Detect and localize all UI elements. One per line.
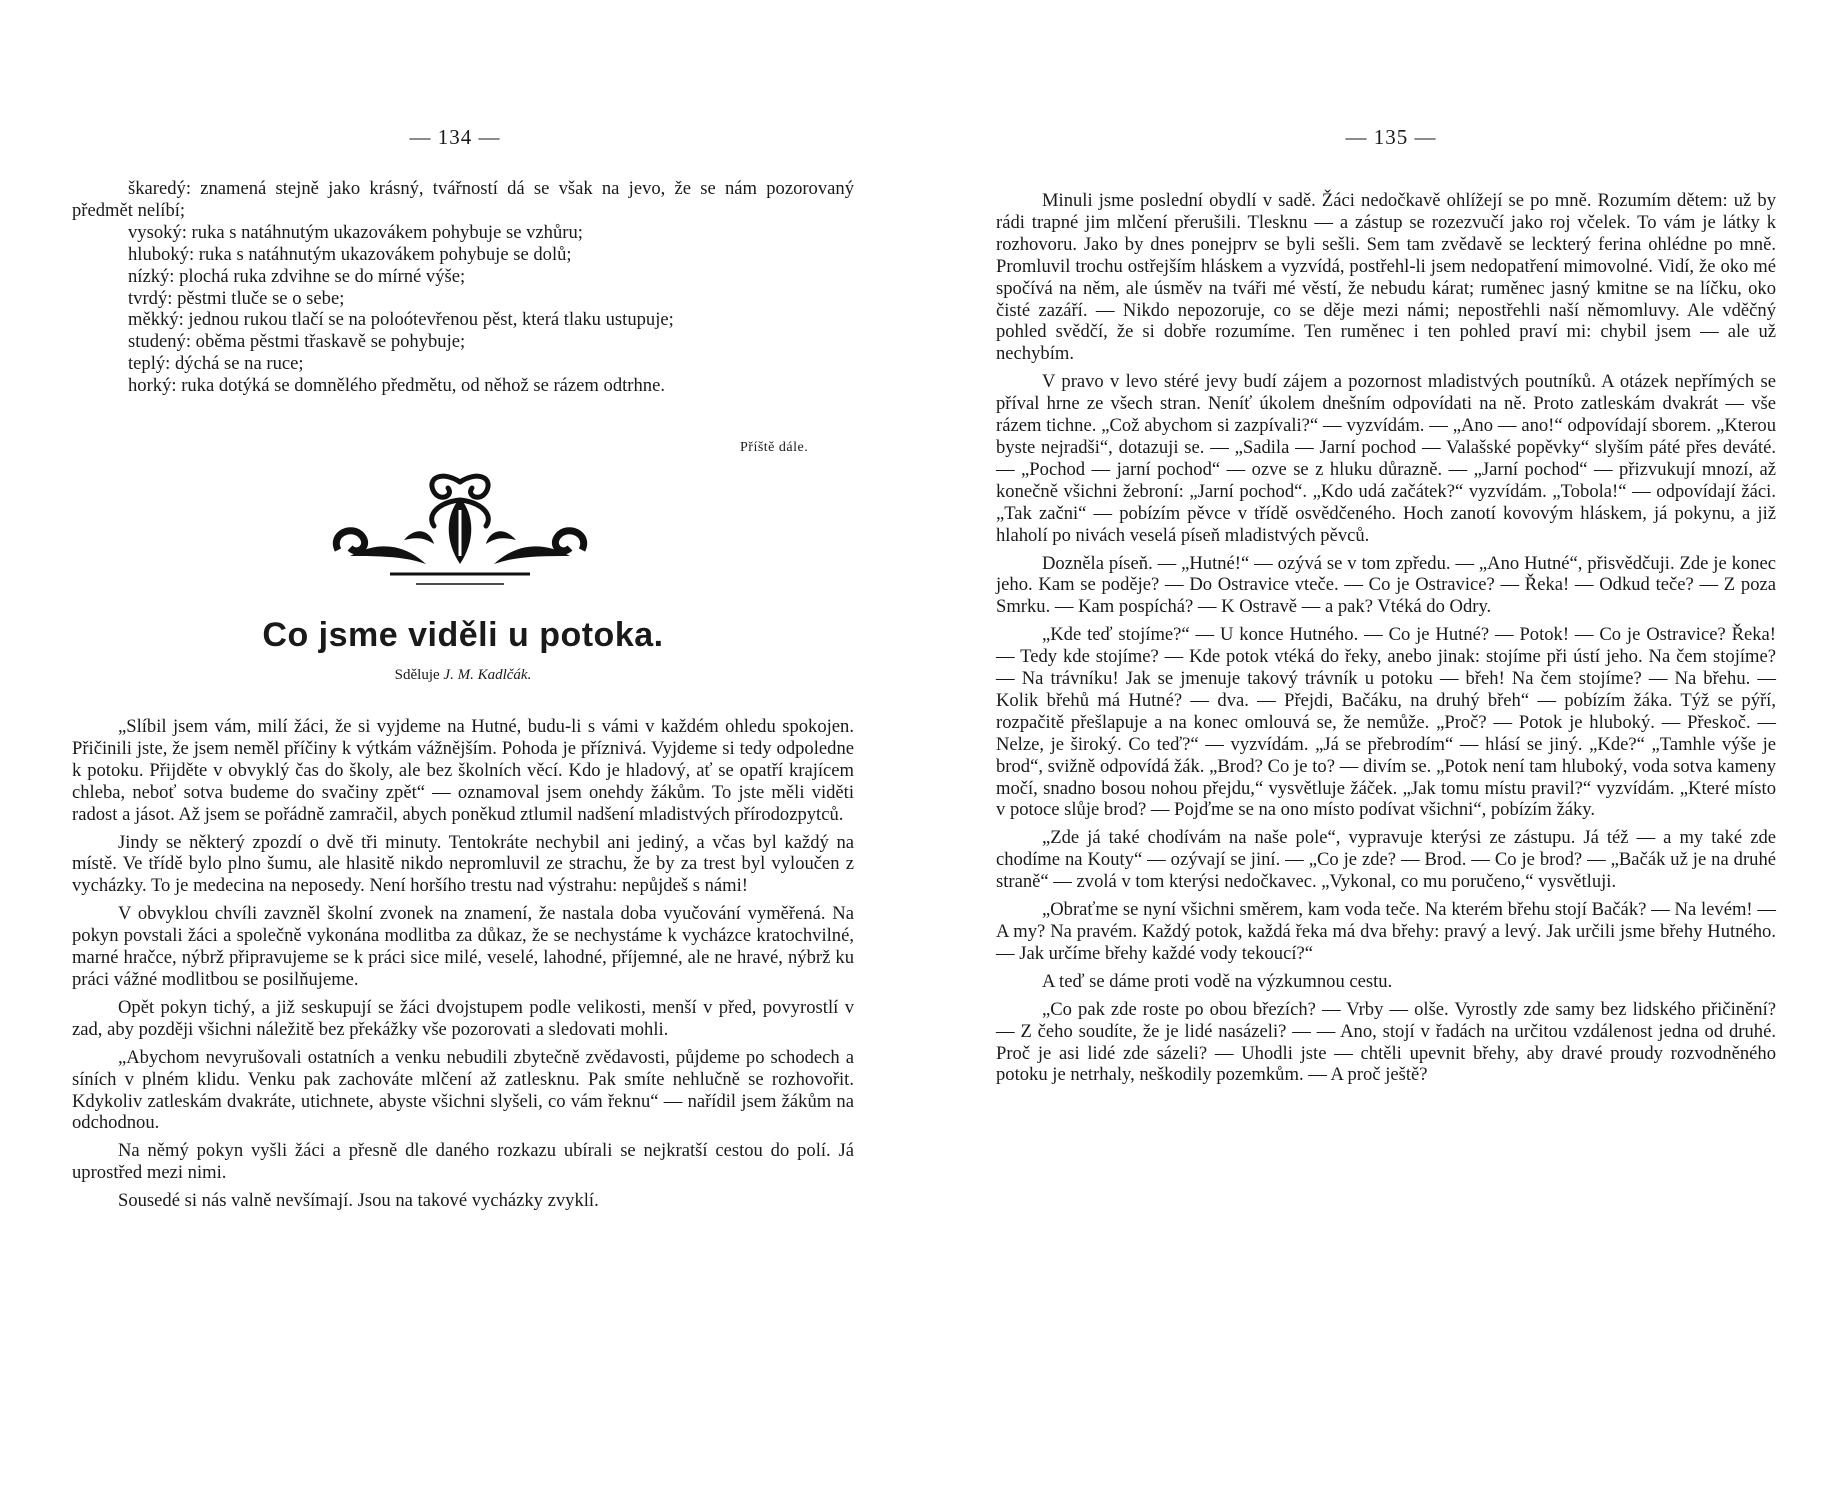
paragraph: „Co pak zde roste po obou březích? — Vrby — olše. Vyrostly zde samy bez lidského přičinění? — Z čeho soudíte, že je lidé nasázeli? — — Ano, stojí v řadách na určitou vzdálenost jedna od druhé. Proč je asi lidé zde sázeli? — Uhodli jste — chtěli upevnit břehy, aby dravé proudy rozvodněného potoku je netrhaly, neškodily pozemkům. — A proč ještě? bbox=[996, 998, 1776, 1086]
paragraph: Minuli jsme poslední obydlí v sadě. Žáci nedočkavě ohlížejí se po mně. Rozumím dětem: už by rádi trapné jim mlčení přerušili. Tlesknu — a zástup se rozezvučí jako roj včelek. To vám je látky k rozhovoru. Jako by dnes ponejprv se byli sešli. Sem tam zvědavě se leckterý ferina ohlédne po mně. Promluvil trochu ostřejším hláskem a vyzvídá, postřehl-li jsem nedopatření mimovolné. Vidí, že oko mé spočívá na něm, ale úsměv na tváři mé věstí, že nebudu kárat; ruměnec jasný kmitne se na líčku, oko čisté zazáří. — Nikdo nepozoruje, co se děje mezi námi; nepostřehli naší němomluvy. Ale vděčný pohled svědčí, že si dobře rozumíme. Ten ruměnec i ten pohled praví mi: chybil jsem — ale už nechybím. bbox=[996, 190, 1776, 365]
article-body-right bbox=[996, 190, 1776, 1092]
article-body-left bbox=[72, 716, 854, 1218]
paragraph: „Abychom nevyrušovali ostatních a venku nebudili zbytečně zvědavosti, půjdeme po schodech a síních v plném klidu. Venku pak zachováte mlčení až zatlesknu. Pak smíte nehlučně se rozhovořit. Kdykoliv zatleskám dvakráte, utichnete, abyste všichni slyšeli, co vám řeknu“ — nařídil jsem žákům na odchodnou. bbox=[72, 1046, 854, 1134]
byline-prefix: Sděluje bbox=[394, 667, 440, 683]
article-title: Co jsme viděli u potoka. bbox=[262, 616, 664, 654]
paragraph: Na němý pokyn vyšli žáci a přesně dle daného rozkazu ubírali se nejkratší cestou do polí. Já uprostřed mezi nimi. bbox=[72, 1140, 854, 1184]
definition-item: nízký: plochá ruka zdvihne se do mírné výše; bbox=[128, 265, 466, 287]
definition-item: škaredý: znamená stejně jako krásný, tvářností dá se však na jevo, že se nám pozorovaný předmět nelíbí; bbox=[72, 178, 854, 221]
paragraph: V obvyklou chvíli zavzněl školní zvonek na znamení, že nastala doba vyučování vyměřená. Na pokyn povstali žáci a společně vykonána modlitba za důkaz, že se nechystáme k vycházce kratochvilné, marné hračce, nýbrž připravujeme se k práci sice milé, veselé, lahodné, příjemné, ale ne hravé, nýbrž ku práci vážné modlitbou se posilňujeme. bbox=[72, 903, 854, 990]
paragraph: „Slíbil jsem vám, milí žáci, že si vyjdeme na Hutné, budu-li s vámi v každém ohledu spokojen. Přičinili jste, že jsem neměl příčiny k výtkám vážnějším. Pohoda je příznivá. Vyjdeme si tedy odpoledne k potoku. Přijděte v obvyklý čas do školy, ale bez školních věcí. Kdo je hladový, ať se opatří krajícem chleba, neboť sotva budeme do svačiny zpět“ — oznamoval jsem onehdy žákům. To jste měli viděti radost a jásot. Až jsem se pořádně zamračil, abych poněkud ztlumil nadšení mladistvých přírodozpytců. bbox=[72, 716, 854, 825]
page-number-right: — 135 — bbox=[1345, 125, 1437, 149]
definition-item: vysoký: ruka s natáhnutým ukazovákem pohybuje se vzhůru; bbox=[128, 221, 583, 243]
definition-item: horký: ruka dotýká se domnělého předmětu, od něhož se rázem odtrhne. bbox=[128, 375, 665, 397]
paragraph: Dozněla píseň. — „Hutné!“ — ozývá se v tom zpředu. — „Ano Hutné“, přisvědčuji. Zde je konec jeho. Kam se poděje? — Do Ostravice vteče. — Co je Ostravice? — Řeka! — Odkud teče? — Z poza Smrku. — Kam pospíchá? — K Ostravě — a pak? Vtéká do Odry. bbox=[996, 552, 1776, 618]
definitions-list bbox=[72, 178, 854, 397]
floral-ornament-icon bbox=[330, 470, 590, 590]
paragraph: V pravo v levo stéré jevy budí zájem a pozornost mladistvých poutníků. A otázek nepřímých se příval hrne ze všech stran. Neníť úkolem dnešním odpovídati na ně. Proto zatleskám dvakrát — vše rázem tichne. „Což abychom si zazpívali?“ — vyzvídám. — „Ano — ano!“ odpovídají sborem. „Kterou byste nejradši“, dotazuji se. — „Sadila — Jarní pochod — Valašské popěvky“ slyším páté přes deváté. — „Pochod — jarní pochod“ — ozve se z hluku důrazně. — „Jarní pochod“ — přizvukují mnozí, až konečně všichni žebroní: „Jarní pochod“. „Kdo udá začátek?“ vyzvídám. „Tobola!“ — odpovídají žáci. „Tak začni“ — pobízím pěvce v třídě osvědčeného. Hoch zanotí kovovým hláskem, já pokynu, a již hlaholí po nivách veselá píseň mladistvých pěvců. bbox=[996, 371, 1776, 546]
paragraph: Jindy se některý zpozdí o dvě tři minuty. Tentokráte nechybil ani jediný, a včas byl každý na místě. Ve třídě bylo plno šumu, ale hlasitě nikdo nepromluvil ze strachu, že by za trest byl vyloučen z vycházky. To je medecina na neposedy. Není horšího trestu nad výstrahu: nepůjdeš s námi! bbox=[72, 831, 854, 897]
paragraph: Sousedé si nás valně nevšímají. Jsou na takové vycházky zvyklí. bbox=[118, 1190, 599, 1212]
paragraph: „Zde já také chodívám na naše pole“, vypravuje kterýsi ze zástupu. Já též — a my také zde chodíme na Kouty“ — ozývají se jiní. — „Co je zde? — Brod. — Co je brod? — „Bačák už je na druhé straně“ — zvolá v tom kterýsi nedočkavec. „Vykonal, co mu poručeno,“ vysvětluji. bbox=[996, 827, 1776, 893]
definition-item: teplý: dýchá se na ruce; bbox=[128, 353, 304, 375]
byline-author: J. M. Kadlčák. bbox=[443, 667, 532, 683]
definition-item: studený: oběma pěstmi třaskavě se pohybuje; bbox=[128, 331, 466, 353]
paragraph: A teď se dáme proti vodě na výzkumnou cestu. bbox=[1042, 970, 1393, 992]
definition-item: měkký: jednou rukou tlačí se na poloótevřenou pěst, která tlaku ustupuje; bbox=[128, 309, 674, 331]
paragraph: „Kde teď stojíme?“ — U konce Hutného. — Co je Hutné? — Potok! — Co je Ostravice? Řeka! — Tedy kde stojíme? — Kde potok vtéká do řeky, anebo jinak: stojíme při ústí jeho. Na čem stojíme? — Na trávníku! Jak se jmenuje takový trávník u potoku — břeh! Na čem stojíme? — Na břehu. — Kolik břehů má Hutné? — dva. — Přejdi, Bačáku, na druhý břeh“ — pobízím žáka. Týž se pýří, rozpačitě přešlapuje a na konec omlouvá se, že nemůže. „Proč? — Potok je hluboký. — Přeskoč. — Nelze, je široký. Co teď?“ — vyzvídám. „Já se přebrodím“ — hlásí se jiný. „Kde?“ „Tamhle výše je brod“, svižně odpovídá žák. „Brod? Co je to? — divím se. „Potok není tam hluboký, voda sotva kameny močí, snadno bosou nohou přejdu,“ vysvětluje žáček. „Jak tomu místu pravil?“ vyzvídám. „Které místo v potoce slůje brod? — Pojďme se na ono místo podívat všichni“, pobízím žáky. bbox=[996, 624, 1776, 821]
definition-item: hluboký: ruka s natáhnutým ukazovákem pohybuje se dolů; bbox=[128, 243, 572, 265]
paragraph: Opět pokyn tichý, a již seskupují se žáci dvojstupem podle velikosti, menší v před, povyrostlí v zad, aby později všichni náležitě bez překážky vše pozorovati a sledovati mohli. bbox=[72, 996, 854, 1040]
definition-item: tvrdý: pěstmi tluče se o sebe; bbox=[128, 287, 345, 309]
byline bbox=[72, 667, 854, 684]
page-number-left: — 134 — bbox=[409, 125, 501, 149]
paragraph: „Obraťme se nyní všichni směrem, kam voda teče. Na kterém břehu stojí Bačák? — Na levém! — A my? Na pravém. Každý potok, každá řeka má dva břehy: pravý a levý. Jak určili jsme břehy Hutného. — Jak určíme břehy každé vody tekoucí?“ bbox=[996, 899, 1776, 964]
continued-note: Příště dále. bbox=[740, 440, 809, 455]
right-page bbox=[916, 0, 1832, 1500]
